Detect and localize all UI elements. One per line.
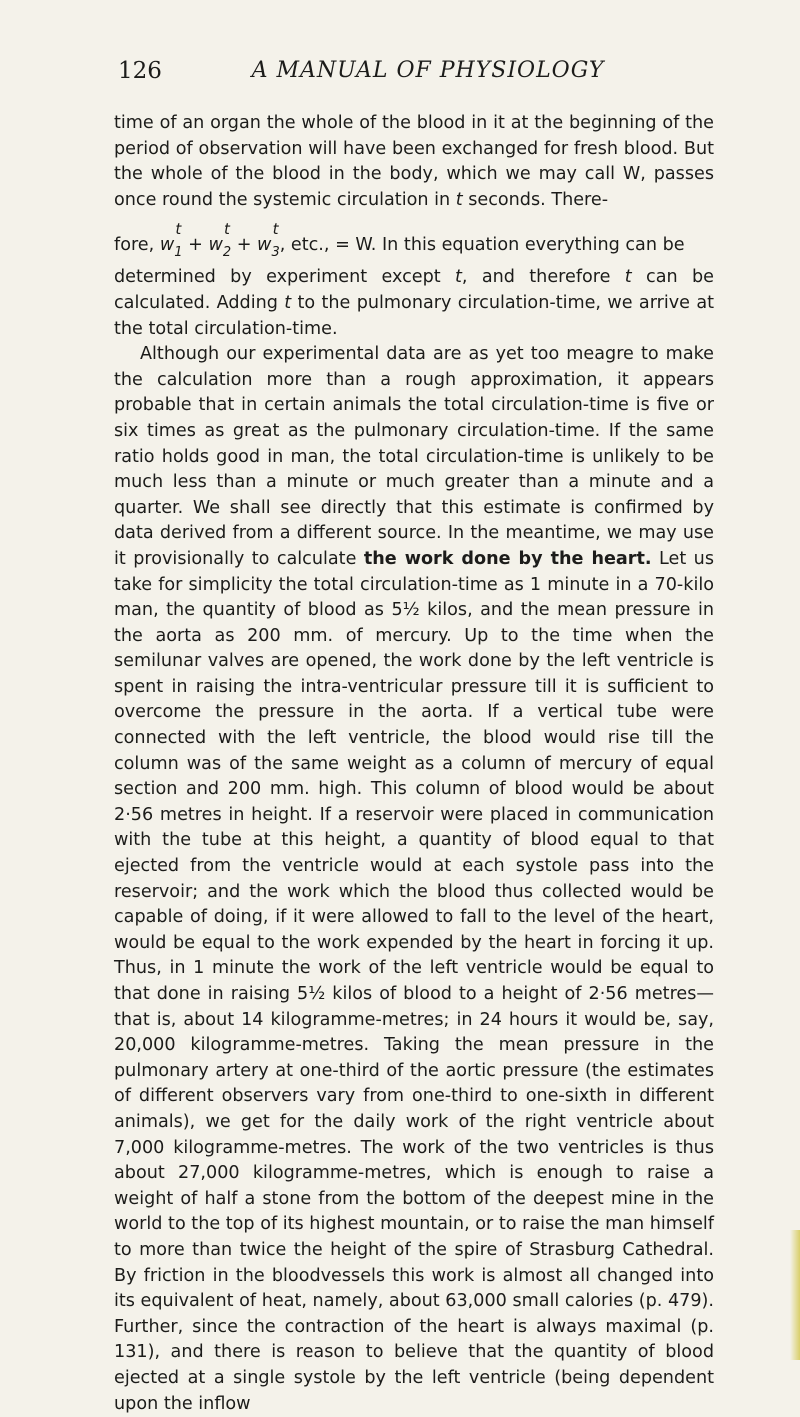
text-run: In this equation everything can be [376,235,685,256]
equation-plus: + [231,235,258,256]
fraction-numerator: t [175,220,182,239]
body-text [114,111,714,1417]
paragraph-2 [114,342,714,1417]
text-run: Although our experimental data are as yet too meagre to make the calculation more than a rough approximation, it appears probable that in certain animals the total circulation-time is five or six times as great as the pulmonary circulation-time. If the same ratio holds good in man, the total circulation-time is unlikely to be much less than a minute or much greater than a minute and a quarter. We shall see directly that this estimate is confirmed by data derived from a different source. In the meantime, we may use it provisionally to calculate [114,344,714,569]
text-run: , and therefore [461,267,625,288]
text-run: to the pulmonary circulation-time, we arrive at the total circulation-time. [114,292,714,339]
text-run: determined by experiment except [114,267,455,288]
paragraph-1 [114,111,714,213]
variable-t: t [455,189,463,210]
page-edge-stain [790,1230,800,1360]
paragraph-1-cont [114,265,714,342]
equation-tail: , etc., = W. [279,235,377,256]
equation-line [114,213,714,265]
equation-w: w [257,235,272,256]
fraction-subscript: 1 [174,245,183,261]
equation-plus: + [182,235,209,256]
page-header [108,58,748,88]
text-run: time of an organ the whole of the blood in it at the beginning of the period of observation will have been exchanged for fresh blood. But the whole of the blood in the body, which we may call W, passes once round the systemic circulation in [114,113,714,210]
equation-w: w [208,235,223,256]
fraction-numerator: t [272,220,279,239]
equation [114,220,685,263]
running-title: A MANUAL OF PHYSIOLOGY [251,58,605,83]
equation-w: w [159,235,175,256]
variable-t: t [455,267,462,288]
variable-t: t [624,267,632,288]
fraction-3 [271,220,280,263]
fraction-1 [174,220,183,263]
equation-lead: fore, [114,235,160,256]
text-run: can be calculated. Adding [114,267,714,313]
bold-heading-run: the work done by the heart. [363,548,652,569]
fraction-2 [222,220,232,263]
variable-t: t [284,292,292,313]
fraction-subscript: 3 [271,245,280,261]
text-run: seconds. There- [462,189,609,210]
text-run: Let us take for simplicity the total circulation-time as 1 minute in a 70-kilo man, the quantity of blood as 5½ kilos, and the mean pressure in the aorta as 200 mm. of mercury. Up to the time when the semilunar valves are opened, the work done by the left ventricle is spent in raising the intra-ventricular pressure till it is sufficient to overcome the pressure in the aorta. If a vertical tube were connected with the left ventricle, the blood would rise till the column was of the same weight as a column of mercury of equal section and 200 mm. high. This column of blood would be about 2·56 metres in height. If a reservoir were placed in communication with the tube at this height, a quantity of blood equal to that ejected from the ventricle would at each systole pass into the reservoir; and the work which the blood thus collected would be capable of doing, if it were allowed to fall to the level of the heart, would be equal to the work expended by the heart in forcing it up. Thus, in 1 minute the work of the left ventricle would be equal to that done in raising 5½ kilos of blood to a height of 2·56 metres—that is, about 14 kilogramme-metres; in 24 hours it would be, say, 20,000 kilogramme-metres. Taking the mean pressure in the pulmonary artery at one-third of the aortic pressure (the estimates of different observers vary from one-third to one-sixth in different animals), we get for the daily work of the right ventricle about 7,000 kilogramme-metres. The work of the two ventricles is thus about 27,000 kilogramme-metres, which is enough to raise a weight of half a stone from the bottom of the deepest mine in the world to the top of its highest mountain, or to raise the man himself to more than twice the height of the spire of Strasburg Cathedral. By friction in the bloodvessels this work is almost all changed into its equivalent of heat, namely, about 63,000 small calories (p. 479). Further, since the contraction of the heart is always maximal (p. 131), and there is reason to believe that the quantity of blood ejected at a single systole by the left ventricle (being dependent upon the inflow [114,548,715,1414]
fraction-subscript: 2 [222,245,232,261]
fraction-numerator: t [224,220,230,239]
page-number: 126 [118,58,162,84]
